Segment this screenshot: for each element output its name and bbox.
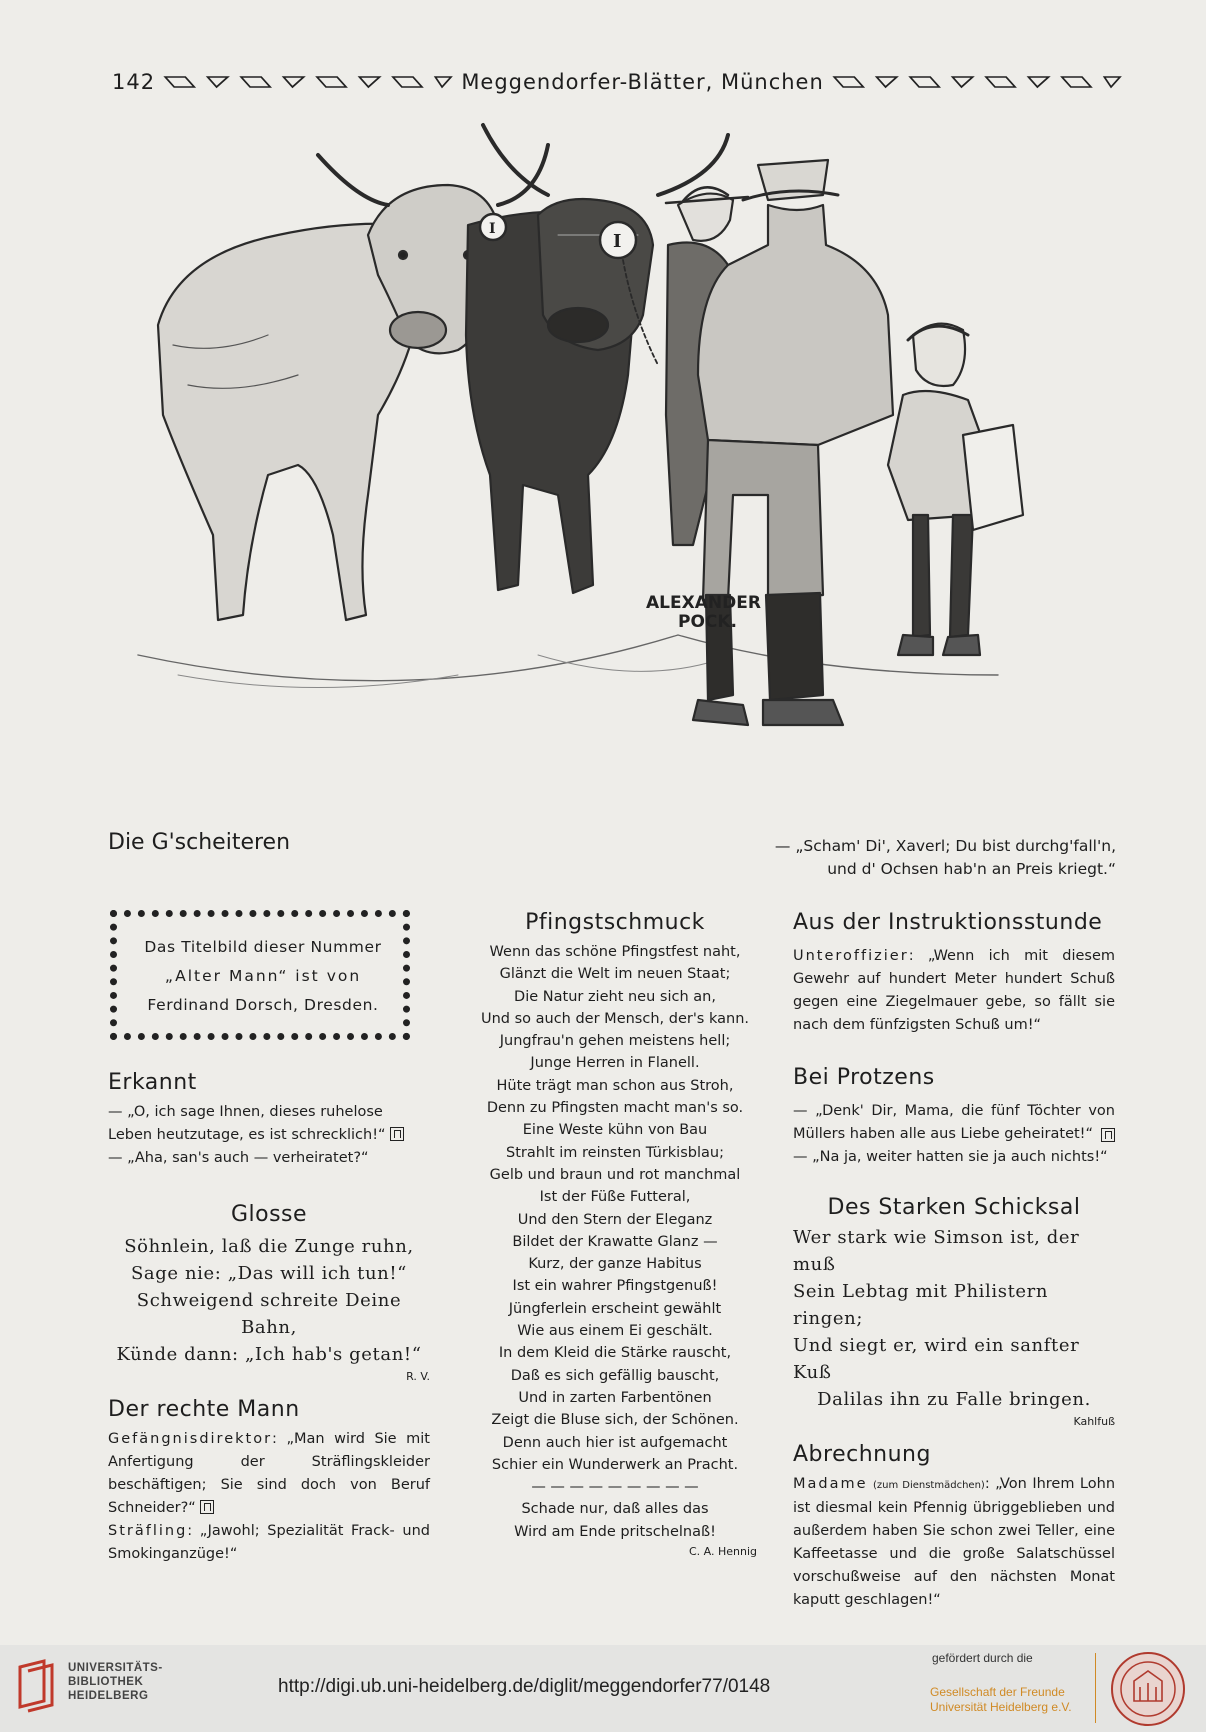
protzen-line1: — „Denk' Dir, Mama, die fünf Töchter von Müllers haben alle aus Liebe geheiratet!“: [793, 1103, 1115, 1142]
artist-signature-line1: ALEXANDER: [646, 593, 761, 613]
poem-line: Jungfrau'n gehen meistens hell;: [499, 1033, 731, 1050]
notice-box: [110, 910, 410, 1040]
abrechnung-body: : „Von Ihrem Lohn ist diesmal kein Pfennig übriggeblieben und außerdem haben Sie schon zwei Teller, eine Kaffeetasse und die große Salatschüssel vorschußweise auf den nächsten Monat kaputt geschlagen!“: [793, 1476, 1116, 1608]
cartoon-title: Die G'scheiteren: [108, 830, 291, 855]
erkannt-line2-wrap: [108, 1124, 430, 1147]
cartoon-caption-line1: — „Scham' Di', Xaverl; Du bist durchg'fall'n,: [774, 837, 1116, 855]
cartoon-caption-line2: und d' Ochsen hab'n an Preis kriegt.“: [827, 860, 1116, 878]
left-column: [108, 910, 430, 1566]
abrechnung-aside: (zum Dienstmädchen): [873, 1480, 985, 1491]
header-ornament-left: [163, 74, 453, 90]
library-name: [68, 1661, 163, 1703]
instruktion-text: [793, 945, 1115, 1037]
starken-poem: [793, 1224, 1115, 1413]
speaker-madame: Madame: [793, 1476, 868, 1492]
poem-line: Junge Herren in Flanell.: [530, 1055, 700, 1072]
abrechnung-title: Abrechnung: [793, 1442, 931, 1467]
monogram-icon: [390, 1127, 404, 1141]
poem-line: — — — — — — — — —: [531, 1479, 699, 1496]
poem-line: Und in zarten Farbentönen: [518, 1389, 712, 1406]
library-line2: BIBLIOTHEK: [68, 1676, 144, 1688]
poem-line: Ist ein wahrer Pfingstgenuß!: [512, 1278, 718, 1295]
poem-line: Eine Weste kühn von Bau: [522, 1122, 708, 1139]
glosse-line: Sage nie: „Das will ich tun!“: [130, 1263, 407, 1284]
rechte-mann-text2: : „Jawohl; Spezialität Frack- und Smokinganzüge!“: [108, 1523, 430, 1562]
starken-line: Wer stark wie Simson ist, der muß: [793, 1227, 1080, 1275]
monogram-icon: [200, 1500, 214, 1514]
protzen-para1: [793, 1100, 1115, 1146]
source-url[interactable]: http://digi.ub.uni-heidelberg.de/diglit/meggendorfer77/0148: [278, 1676, 771, 1697]
society-name: [930, 1685, 1072, 1715]
erkannt-line2: Leben heutzutage, es ist schrecklich!“: [108, 1127, 386, 1143]
glosse-line: Schweigend schreite Deine Bahn,: [136, 1290, 402, 1338]
abrechnung-text: [793, 1473, 1115, 1612]
society-line1: Gesellschaft der Freunde: [930, 1685, 1065, 1699]
poem-line: Glänzt die Welt im neuen Staat;: [499, 966, 731, 983]
starken-line: Sein Lebtag mit Philistern ringen;: [793, 1281, 1049, 1329]
erkannt-title: Erkannt: [108, 1070, 197, 1095]
protzen-title: Bei Protzens: [793, 1065, 935, 1090]
erkannt-text: [108, 1101, 430, 1170]
library-line1: UNIVERSITÄTS-: [68, 1662, 163, 1674]
poem-line: Schier ein Wunderwerk an Pracht.: [491, 1456, 739, 1473]
magazine-title: Meggendorfer-Blätter, München: [461, 70, 824, 94]
poem-line: Wie aus einem Ei geschält.: [517, 1323, 713, 1340]
funded-by: gefördert durch die: [932, 1651, 1033, 1665]
poem-line: Denn auch hier ist aufgemacht: [502, 1434, 728, 1451]
poem-line: Strahlt im reinsten Türkisblau;: [506, 1144, 724, 1161]
page-number: 142: [112, 70, 156, 94]
glosse-signature: R. V.: [406, 1370, 430, 1383]
poem-line: Hüte trägt man schon aus Stroh,: [496, 1077, 734, 1094]
rechte-mann-para1: [108, 1428, 430, 1520]
cartoon-illustration: [118, 115, 1118, 825]
erkannt-line1: — „O, ich sage Ihnen, dieses ruhelose: [108, 1104, 383, 1120]
poem-line: Jüngferlein erscheint gewählt: [508, 1300, 722, 1317]
notice-line2: „Alter Mann“ ist von: [164, 967, 362, 985]
medal-label-left: I: [489, 221, 496, 237]
poem-line: Wird am Ende pritschelnaß!: [514, 1523, 716, 1540]
glosse-poem: [108, 1233, 430, 1368]
monogram-icon: [1101, 1128, 1115, 1142]
poem-line: Ist der Füße Futteral,: [539, 1189, 691, 1206]
rechte-mann-title: Der rechte Mann: [108, 1397, 300, 1422]
library-footer: [0, 1645, 1206, 1732]
notice-line3: Ferdinand Dorsch, Dresden.: [147, 996, 379, 1014]
right-column: [793, 910, 1115, 1612]
poem-line: Und so auch der Mensch, der's kann.: [480, 1010, 749, 1027]
poem-line: In dem Kleid die Stärke rauscht,: [498, 1345, 732, 1362]
protzen-text: [793, 1100, 1115, 1169]
library-line3: HEIDELBERG: [68, 1690, 149, 1702]
starken-title: Des Starken Schicksal: [827, 1195, 1081, 1220]
instruktion-body: : „Wenn ich mit diesem Gewehr auf hundert Meter hundert Schuß gegen eine Ziegelmauer gebe, so fällt sie nach dem fünfzigsten Schuß um!“: [793, 948, 1115, 1033]
poem-line: Die Natur zieht neu sich an,: [514, 988, 716, 1005]
glosse-line: Söhnlein, laß die Zunge ruhn,: [124, 1236, 414, 1257]
pfingst-signature: C. A. Hennig: [688, 1545, 757, 1559]
pfingst-title: Pfingstschmuck: [525, 910, 705, 935]
pfingst-poem: [465, 941, 765, 1543]
page-header: [112, 68, 1122, 96]
poem-line: Kurz, der ganze Habitus: [528, 1256, 702, 1273]
poem-line: Und den Stern der Eleganz: [517, 1211, 713, 1228]
poem-line: Denn zu Pfingsten macht man's so.: [486, 1100, 744, 1117]
starken-signature: Kahlfuß: [1073, 1415, 1115, 1428]
artist-signature-line2: POCK.: [678, 612, 738, 632]
rechte-mann-text1: : „Man wird Sie mit Anfertigung der Sträflingskleider beschäftigen; Sie sind doch von Beruf Schneider?“: [108, 1431, 430, 1516]
glosse-title: Glosse: [230, 1202, 308, 1227]
footer-divider: [1095, 1653, 1096, 1723]
poem-line: Schade nur, daß alles das: [521, 1501, 709, 1518]
poem-line: Bildet der Krawatte Glanz —: [512, 1233, 718, 1250]
medal-label-right: I: [613, 231, 622, 252]
header-ornament-right: [832, 74, 1122, 90]
glosse-line: Künde dann: „Ich hab's getan!“: [116, 1344, 422, 1365]
poem-line: Wenn das schöne Pfingstfest naht,: [489, 944, 741, 960]
cartoon-caption: [736, 835, 1116, 881]
speaker-straefling: Sträfling: [108, 1523, 188, 1539]
protzen-line2: — „Na ja, weiter hatten sie ja auch nichts!“: [793, 1149, 1108, 1165]
speaker-unteroffizier: Unteroffizier: [793, 948, 909, 964]
notice-line1: Das Titelbild dieser Nummer: [144, 938, 382, 956]
rechte-mann-para2: [108, 1520, 430, 1566]
university-library-logo-icon: [14, 1657, 60, 1713]
speaker-direktor: Gefängnisdirektor: [108, 1431, 273, 1447]
university-seal-icon: [1110, 1651, 1186, 1727]
starken-line: Dalilas ihn zu Falle bringen.: [817, 1389, 1091, 1410]
erkannt-line3: — „Aha, san's auch — verheiratet?“: [108, 1150, 369, 1166]
instruktion-title: Aus der Instruktionsstunde: [793, 910, 1103, 935]
rechte-mann-text: [108, 1428, 430, 1566]
starken-line: Und siegt er, wird ein sanfter Kuß: [793, 1335, 1080, 1383]
middle-column: [465, 910, 765, 1558]
society-line2: Universität Heidelberg e.V.: [930, 1700, 1072, 1714]
poem-line: Daß es sich gefällig bauscht,: [510, 1367, 720, 1384]
poem-line: Gelb und braun und rot manchmal: [489, 1166, 741, 1183]
poem-line: Zeigt die Bluse sich, der Schönen.: [491, 1412, 739, 1429]
